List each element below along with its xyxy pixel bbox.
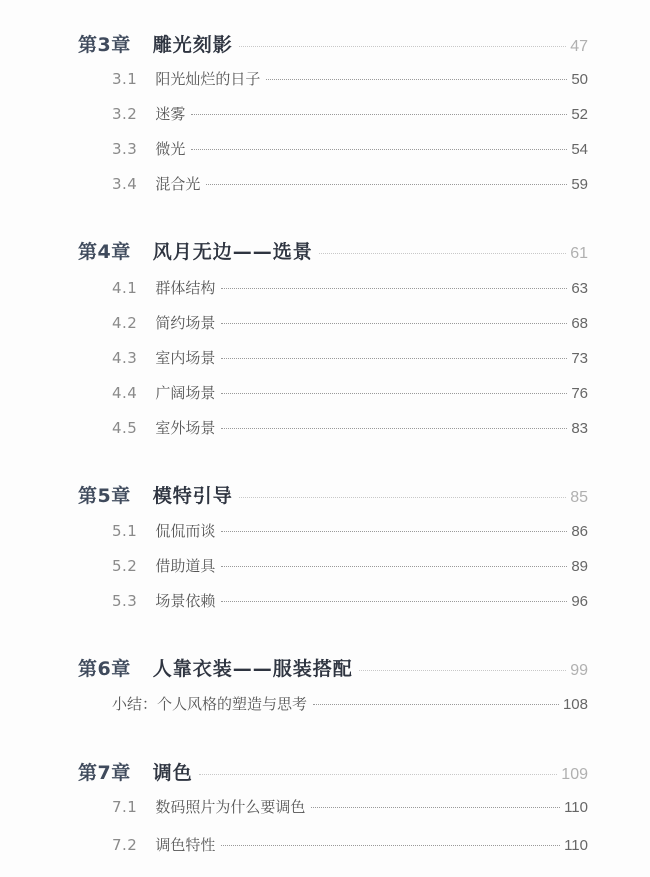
section-number: 5.3	[112, 592, 138, 610]
page-number: 54	[571, 141, 588, 158]
dot-leader	[221, 845, 560, 846]
page-number: 110	[564, 799, 588, 816]
dot-leader	[221, 323, 567, 324]
chapter-title: 风月无边——选景	[152, 241, 313, 263]
dot-leader	[239, 46, 566, 47]
dot-leader	[221, 566, 567, 567]
dot-leader	[221, 288, 567, 289]
page-number: 89	[571, 558, 588, 575]
toc-section-4-2	[112, 312, 588, 333]
summary-title: 小结：个人风格的塑造与思考	[112, 695, 308, 713]
chapter-title: 人靠衣装——服装搭配	[152, 658, 353, 680]
page-number: 99	[570, 662, 588, 679]
page-number: 96	[571, 593, 588, 610]
section-number: 5.1	[112, 522, 138, 540]
chapter-title: 雕光刻影	[152, 34, 233, 56]
dot-leader	[221, 428, 567, 429]
section-title: 微光	[155, 140, 186, 158]
page-number: 73	[571, 350, 588, 367]
toc-section-7-2	[112, 834, 588, 855]
section-title: 侃侃而谈	[155, 522, 216, 540]
dot-leader	[221, 393, 567, 394]
section-title: 混合光	[155, 175, 201, 193]
section-title: 群体结构	[155, 279, 216, 297]
section-number: 4.5	[112, 419, 138, 437]
chapter-title: 模特引导	[152, 485, 233, 507]
toc-section-3-3	[112, 138, 588, 159]
section-number: 4.4	[112, 384, 138, 402]
toc-section-4-3	[112, 347, 588, 368]
chapter-number: 第3章	[78, 34, 131, 56]
toc-chapter-5	[78, 481, 588, 508]
dot-leader	[319, 253, 566, 254]
section-number: 7.2	[112, 836, 138, 854]
toc-section-4-1	[112, 277, 588, 298]
toc-section-5-2	[112, 555, 588, 576]
page-number: 76	[571, 385, 588, 402]
page-number: 83	[571, 420, 588, 437]
toc-chapter-6	[78, 654, 588, 681]
section-title: 室外场景	[155, 419, 216, 437]
page-number: 52	[571, 106, 588, 123]
section-title: 迷雾	[155, 105, 186, 123]
section-number: 4.2	[112, 314, 138, 332]
dot-leader	[221, 358, 567, 359]
section-title: 数码照片为什么要调色	[155, 798, 306, 816]
section-number: 4.3	[112, 349, 138, 367]
toc-section-4-5	[112, 417, 588, 438]
chapter-number: 第4章	[78, 241, 131, 263]
page-number: 59	[571, 176, 588, 193]
chapter-number: 第7章	[78, 762, 131, 784]
section-number: 5.2	[112, 557, 138, 575]
page-number: 108	[562, 696, 588, 713]
section-number: 4.1	[112, 279, 138, 297]
dot-leader	[221, 601, 567, 602]
section-number: 3.3	[112, 140, 138, 158]
toc-chapter-7	[78, 758, 588, 785]
page-number: 109	[561, 766, 588, 783]
dot-leader	[266, 79, 567, 80]
section-title: 阳光灿烂的日子	[155, 70, 261, 88]
section-title: 室内场景	[155, 349, 216, 367]
section-title: 场景依赖	[155, 592, 216, 610]
page-number: 63	[571, 280, 588, 297]
section-number: 3.2	[112, 105, 138, 123]
dot-leader	[199, 774, 558, 775]
toc-section-7-1	[112, 796, 588, 817]
toc-section-5-1	[112, 520, 588, 541]
page-number: 68	[571, 315, 588, 332]
page-number: 86	[571, 523, 588, 540]
section-title: 调色特性	[155, 836, 216, 854]
chapter-number: 第6章	[78, 658, 131, 680]
toc-section-3-2	[112, 103, 588, 124]
dot-leader	[191, 114, 567, 115]
dot-leader	[239, 497, 566, 498]
toc-section-3-1	[112, 68, 588, 89]
section-title: 广阔场景	[155, 384, 216, 402]
section-title: 简约场景	[155, 314, 216, 332]
page-number: 47	[570, 38, 588, 55]
dot-leader	[359, 670, 566, 671]
section-number: 3.1	[112, 70, 138, 88]
toc-chapter-4	[78, 237, 588, 264]
toc-section-5-3	[112, 590, 588, 611]
section-title: 借助道具	[155, 557, 216, 575]
toc-section-4-4	[112, 382, 588, 403]
page-number: 50	[571, 71, 588, 88]
dot-leader	[206, 184, 567, 185]
toc-section-3-4	[112, 173, 588, 194]
section-number: 3.4	[112, 175, 138, 193]
page-number: 85	[570, 489, 588, 506]
dot-leader	[191, 149, 567, 150]
dot-leader	[311, 807, 560, 808]
dot-leader	[221, 531, 567, 532]
page-number: 61	[570, 245, 588, 262]
toc-summary-6	[112, 693, 588, 714]
page-number: 110	[564, 837, 588, 854]
chapter-number: 第5章	[78, 485, 131, 507]
section-number: 7.1	[112, 798, 138, 816]
chapter-title: 调色	[152, 762, 193, 784]
toc-chapter-3	[78, 30, 588, 57]
dot-leader	[313, 704, 559, 705]
